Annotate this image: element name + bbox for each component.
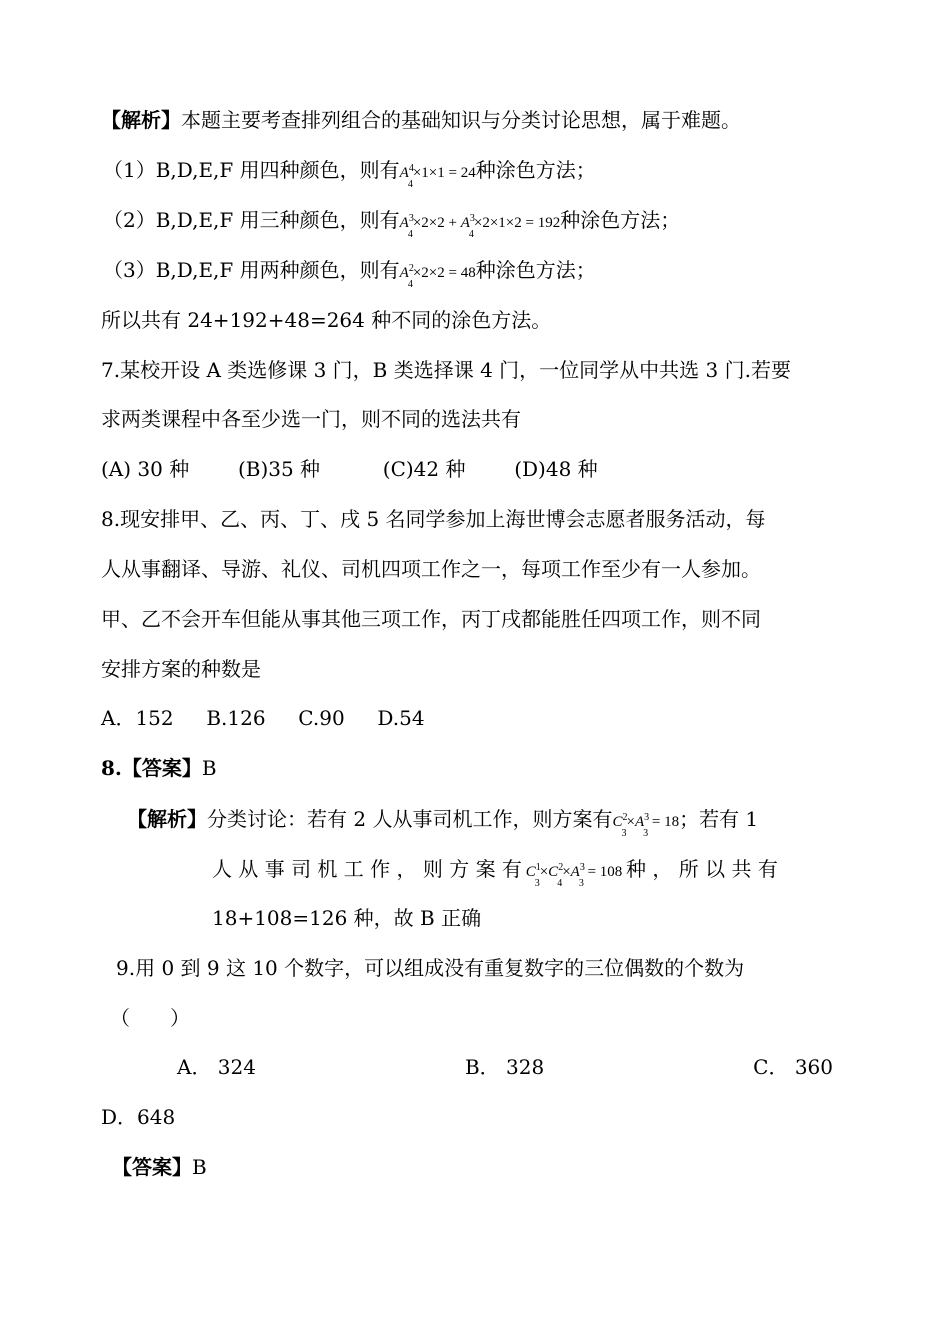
- analysis-text: 本题主要考查排列组合的基础知识与分类讨论思想，属于难题。: [181, 108, 741, 132]
- q7-line-2: 求两类课程中各至少选一门，则不同的选法共有: [101, 407, 521, 431]
- case-3-prefix: （3）B,D,E,F 用两种颜色，则有: [103, 258, 400, 282]
- q8-analysis-text-2b: 种 ， 所 以 共 有: [626, 857, 778, 881]
- q9-options-row: [177, 1053, 833, 1081]
- case-3-suffix: 种涂色方法；: [475, 258, 596, 282]
- case-1-prefix: （1）B,D,E,F 用四种颜色，则有: [103, 158, 400, 182]
- q8-option-d: D.54: [377, 706, 425, 730]
- q7-options: [101, 455, 598, 483]
- q8-line-4: 安排方案的种数是: [101, 657, 261, 681]
- q8-answer: [101, 754, 217, 782]
- case-2-prefix: （2）B,D,E,F 用三种颜色，则有: [103, 208, 400, 232]
- q9-option-c: C． 360: [753, 1055, 833, 1079]
- q9-answer-label: 【答案】: [112, 1155, 192, 1179]
- q8-options: [101, 704, 425, 732]
- q9-answer: [112, 1153, 207, 1181]
- q8-option-a: A．152: [101, 706, 174, 730]
- q8-analysis-line-2: [212, 854, 778, 898]
- q7-option-a: (A) 30 种: [101, 457, 190, 481]
- case-3-formula: $A^2_4\times 2\times 2 = 48$: [399, 263, 476, 290]
- case-2-formula: $A^3_4\times 2\times 2 + A^3_4\times 2\times 1\times 2 = 192$: [399, 213, 561, 240]
- q8-analysis-label: 【解析】: [127, 807, 207, 831]
- q8-line-2: 人从事翻译、导游、礼仪、司机四项工作之一，每项工作至少有一人参加。: [101, 557, 761, 581]
- q9-option-b: B． 328: [464, 1055, 545, 1079]
- q9-line-2: （ ）: [110, 1006, 190, 1030]
- case-2-suffix: 种涂色方法；: [560, 208, 681, 232]
- analysis-label: 【解析】: [101, 108, 181, 132]
- q7-option-c: (C)42 种: [382, 457, 466, 481]
- q9-option-d: D．648: [101, 1105, 176, 1129]
- q8-line-3: 甲、乙不会开车但能从事其他三项工作，丙丁戌都能胜任四项工作，则不同: [101, 607, 761, 631]
- q8-answer-value: B: [201, 756, 217, 780]
- q8-line-1: 8.现安排甲、乙、丙、丁、戌 5 名同学参加上海世博会志愿者服务活动，每: [101, 507, 766, 531]
- q7-option-d: (D)48 种: [514, 457, 598, 481]
- q8-analysis-line-1: [127, 804, 758, 848]
- q7-line-1: 7.某校开设 A 类选修课 3 门，B 类选择课 4 门，一位同学从中共选 3 门.若要: [101, 358, 791, 382]
- q8-analysis-line-3: 18+108=126 种，故 B 正确: [212, 906, 482, 930]
- q8-analysis-text-2a: 人 从 事 司 机 工 作 ， 则 方 案 有: [212, 857, 522, 881]
- q9-answer-value: B: [192, 1155, 207, 1179]
- case-3: [103, 255, 596, 299]
- case-2: [103, 205, 680, 249]
- q7-option-b: (B)35 种: [237, 457, 321, 481]
- analysis-line: [101, 106, 741, 134]
- case-1-suffix: 种涂色方法；: [475, 158, 596, 182]
- q8-option-b: B.126: [206, 706, 266, 730]
- q8-formula-2: $C^1_3\times C^2_4\times A^3_3 = 108$: [525, 862, 627, 889]
- q9-line-1: 9.用 0 到 9 这 10 个数字，可以组成没有重复数字的三位偶数的个数为: [116, 956, 745, 980]
- q8-option-c: C.90: [298, 706, 345, 730]
- summary: 所以共有 24+192+48=264 种不同的涂色方法。: [101, 308, 552, 332]
- case-1: [103, 155, 596, 199]
- q9-option-a: A． 324: [177, 1055, 256, 1079]
- case-1-formula: $A^4_4\times 1\times 1 = 24$: [399, 163, 476, 190]
- q8-answer-label: 8.【答案】: [101, 756, 202, 780]
- q8-analysis-text-1b: ；若有 1: [679, 807, 759, 831]
- q8-formula-1: $C^2_3\times A^3_3 = 18$: [612, 812, 680, 839]
- q8-analysis-text-1a: 分类讨论：若有 2 人从事司机工作，则方案有: [207, 807, 613, 831]
